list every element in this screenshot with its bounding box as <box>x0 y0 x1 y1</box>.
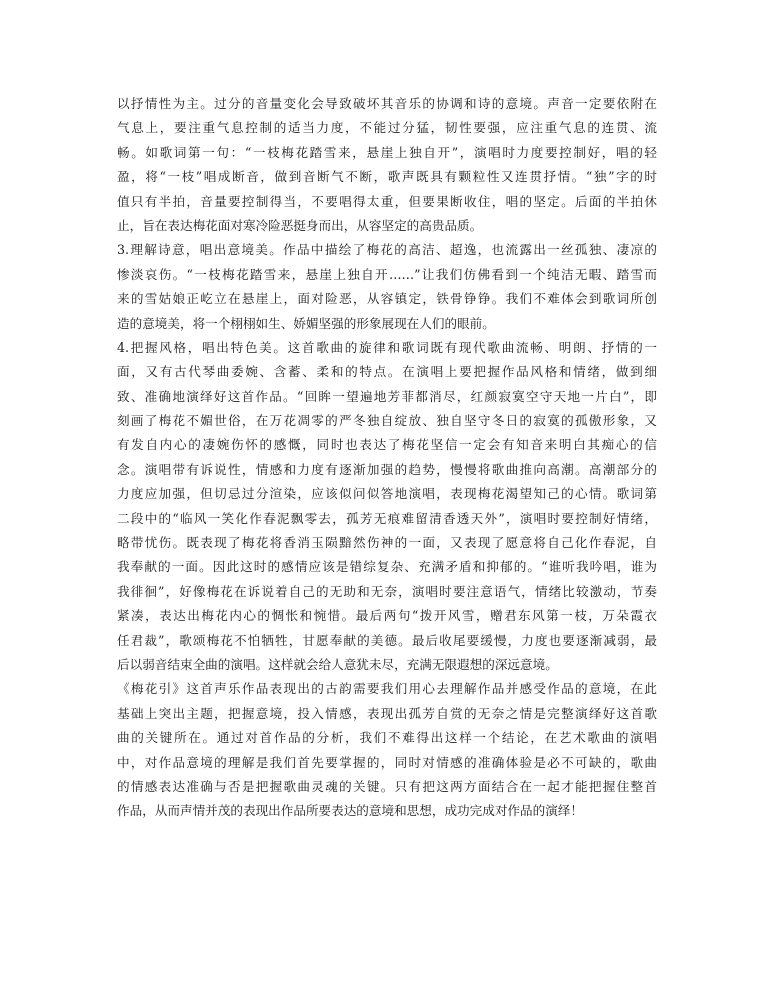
text-line: 的情感表达准确与否是把握歌曲灵魂的关键。只有把这两方面结合在一起才能把握住整首 <box>117 778 657 794</box>
text-line: 面，又有古代琴曲委婉、含蓄、柔和的特点。在演唱上要把握作品风格和情绪，做到细 <box>117 364 657 380</box>
text-line: 刻画了梅花不媚世俗，在万花凋零的严冬独自绽放、独自坚守冬日的寂寞的孤傲形象，又 <box>117 413 657 429</box>
text-line: 气息上，要注重气息控制的适当力度，不能过分猛，韧性要强，应注重气息的连贯、流 <box>117 120 657 136</box>
text-line: 我奉献的一面。因此这时的感情应该是错综复杂、充满矛盾和抑郁的。“谁听我吟唱，谁为 <box>117 559 657 575</box>
text-line: 止，旨在表达梅花面对寒冷险恶挺身而出，从容坚定的高贵品质。 <box>117 217 483 233</box>
text-line: 力度应加强，但切忌过分渲染，应该似问似答地演唱，表现梅花渴望知己的心情。歌词第 <box>117 486 657 502</box>
text-line: 致、准确地演绎好这首作品。“回眸一望遍地芳菲都消尽，红颜寂寞空守天地一片白”，即 <box>117 388 657 404</box>
text-line: 造的意境美，将一个栩栩如生、娇媚坚强的形象展现在人们的眼前。 <box>117 315 495 331</box>
text-line: 曲的关键所在。通过对首作品的分析，我们不难得出这样一个结论，在艺术歌曲的演唱 <box>117 730 657 746</box>
text-line: 惨淡哀伤。“一枝梅花踏雪来，悬崖上独自开……”让我们仿佛看到一个纯洁无暇、踏雪而 <box>117 266 657 282</box>
text-line: 念。演唱带有诉说性，情感和力度有逐渐加强的趋势，慢慢将歌曲推向高潮。高潮部分的 <box>117 461 657 477</box>
text-line: 来的雪姑娘正屹立在悬崖上，面对险恶，从容镇定，铁骨铮铮。我们不难体会到歌词所创 <box>117 291 657 307</box>
text-line: 中，对作品意境的理解是我们首先要掌握的，同时对情感的准确体验是必不可缺的，歌曲 <box>117 754 657 770</box>
text-line: 后以弱音结束全曲的演唱。这样就会给人意犹未尽，充满无限遐想的深远意境。 <box>117 656 558 672</box>
text-line: 作品，从而声情并茂的表现出作品所要表达的意境和思想，成功完成对作品的演绎！ <box>117 803 583 819</box>
text-line: 我徘徊”，好像梅花在诉说着自己的无助和无奈，演唱时要注意语气，情绪比较激动，节奏 <box>117 583 657 599</box>
text-line: 以抒情性为主。过分的音量变化会导致破坏其音乐的协调和诗的意境。声音一定要依附在 <box>117 96 657 111</box>
document-page <box>117 92 657 824</box>
text-line: 值只有半拍，音量要控制得当，不要唱得太重，但要果断收住，唱的坚定。后面的半拍休 <box>117 193 657 209</box>
text-line: 有发自内心的凄婉伤怀的感慨，同时也表达了梅花坚信一定会有知音来明白其痴心的信 <box>117 437 657 453</box>
text-line: 4.把握风格，唱出特色美。这首歌曲的旋律和歌词既有现代歌曲流畅、明朗、抒情的一 <box>117 339 657 355</box>
text-line: 3.理解诗意，唱出意境美。作品中描绘了梅花的高洁、超逸，也流露出一丝孤独、凄凉的 <box>117 242 657 258</box>
text-line: 盈，将“一枝”唱成断音，做到音断气不断，歌声既具有颗粒性又连贯抒情。“独”字的时 <box>117 169 657 185</box>
text-line: 基础上突出主题，把握意境，投入情感，表现出孤芳自赏的无奈之情是完整演绎好这首歌 <box>117 705 657 721</box>
text-line: 畅。如歌词第一句：“一枝梅花踏雪来，悬崖上独自开”，演唱时力度要控制好，唱的轻 <box>117 144 657 160</box>
text-line: 略带忧伤。既表现了梅花将香消玉陨黯然伤神的一面，又表现了愿意将自己化作春泥，自 <box>117 535 657 551</box>
text-line: 紧凑，表达出梅花内心的惆怅和惋惜。最后两句“拨开风雪，赠君东风第一枝，万朵霞衣 <box>117 608 657 624</box>
text-line: 二段中的“临风一笑化作春泥飘零去，孤芳无痕难留清香透天外”，演唱时要控制好情绪， <box>117 510 657 526</box>
text-line: 《梅花引》这首声乐作品表现出的古韵需要我们用心去理解作品并感受作品的意境，在此 <box>117 681 657 697</box>
text-line: 任君裁”，歌颂梅花不怕牺牲，甘愿奉献的美德。最后收尾要缓慢，力度也要逐渐减弱，最 <box>117 632 657 648</box>
